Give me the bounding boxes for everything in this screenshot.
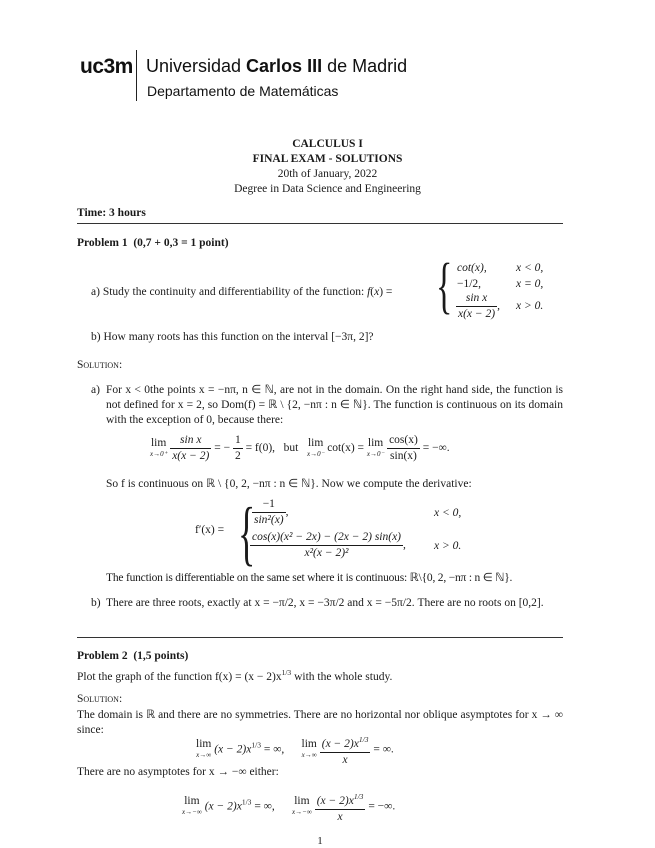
- exam-time: Time: 3 hours: [77, 207, 146, 219]
- department-name: Departamento de Matemáticas: [147, 83, 339, 99]
- deriv-c1-den: sin²(x): [254, 514, 284, 526]
- case3-fraction: $\frac{\text{sin x}}{x(x - 2)}$ ,: [458, 292, 501, 320]
- part-a-label: a): [91, 286, 100, 298]
- deriv-c1-num: −1: [252, 498, 286, 513]
- negative-infinity-statement: There are no asymptotes for x → −∞ either:: [77, 766, 279, 778]
- solution-b-text: There are three roots, exactly at x = −π/2, x = −3π/2 and x = −5π/2. There are no roots on [0,2].: [106, 597, 544, 609]
- deriv-c2-den: x²(x − 2)²: [304, 547, 349, 559]
- divider-problem2: [77, 637, 563, 638]
- case1-value: cot(x),: [457, 262, 487, 274]
- case2-cond: x = 0,: [516, 278, 544, 290]
- problem1-points: (0,7 + 0,3 = 1 point): [133, 237, 229, 249]
- lim3-num: cos(x): [387, 434, 420, 449]
- problem2-points: (1,5 points): [133, 650, 189, 662]
- lim3: lim x→0⁻: [366, 436, 385, 458]
- asymptote-eq-positive: lim x→∞ $(x - 2)x^{1/3}$ = ∞, lim x→∞ $\frac{(x - 2)x^{1/3}}{x}$ = ∞.: [196, 735, 394, 766]
- deriv-c2-num: cos(x)(x² − 2x) − (2x − 2) sin(x): [250, 531, 403, 546]
- solution-a-text: For x < 0the points x = −nπ, n ∈ ℕ, are not in the domain. On the right hand side, the function is not defined for x = 2, so Dom(f) = ℝ \ {2, −nπ : n ∈ ℕ}. The function is continuous on its domain with the exception of 0, because there:: [106, 384, 563, 426]
- derivative-brace: {: [238, 493, 256, 573]
- lim3-result: = −∞.: [422, 442, 450, 455]
- eq-minus: = −: [214, 442, 231, 455]
- part-b-text: How many roots has this function on the interval [−3π, 2]?: [103, 331, 374, 343]
- problem2-solution-label: Solution:: [77, 693, 123, 705]
- lim3-den: sin(x): [390, 450, 417, 462]
- derivative-case1-cond: x < 0,: [434, 507, 462, 519]
- exam-date: 20th of January, 2022: [277, 168, 378, 180]
- university-name: [146, 56, 407, 77]
- lim2: lim x→0⁻: [307, 436, 325, 458]
- continuous-statement: So f is continuous on ℝ \ {0, 2, −nπ : n ∈ ℕ}. Now we compute the derivative:: [106, 478, 472, 490]
- derivative-case2: $\frac{\text{cos(x)(x² − 2x) − (2x − 2) sin(x)}}{\text{x²(x − 2)²}}$ ,: [252, 531, 406, 559]
- problem1-part-b: [91, 330, 374, 345]
- problem2-heading: [77, 649, 188, 664]
- case3-num: sin x: [456, 292, 497, 307]
- problem1-solution-label: Solution:: [77, 359, 123, 371]
- course-title: CALCULUS I: [292, 138, 363, 150]
- lim1-den: x(x − 2): [172, 450, 210, 462]
- function-f-lhs: f: [367, 286, 371, 298]
- half-num: 1: [233, 434, 243, 449]
- title-block: [0, 137, 655, 197]
- degree-name: Degree in Data Science and Engineering: [234, 183, 421, 195]
- uc3m-logo: [80, 55, 133, 79]
- problem2-title: Problem 2: [77, 650, 128, 662]
- problem1-heading: [77, 236, 229, 251]
- derivative-case1: $\frac{-1}{\text{sin²(x)}}$ ,: [254, 498, 289, 526]
- logo-divider: [136, 50, 137, 101]
- page-number: 1: [317, 835, 323, 847]
- exam-title: FINAL EXAM - SOLUTIONS: [252, 153, 403, 165]
- problem1-title: Problem 1: [77, 237, 128, 249]
- part-a-text: Study the continuity and differentiability of the function:: [102, 286, 365, 298]
- case3-cond: x > 0.: [516, 300, 544, 312]
- logo-short: uc3m: [80, 55, 133, 78]
- lim1-num: sin x: [170, 434, 211, 449]
- derivative-lhs: f′(x) =: [195, 524, 225, 536]
- divider-time: [77, 223, 563, 224]
- eq-f0: = f(0),: [245, 442, 276, 455]
- piecewise-brace: {: [436, 252, 453, 320]
- solution-b-label: b): [91, 597, 101, 609]
- university-bold: Carlos III: [246, 56, 323, 76]
- derivative-case2-cond: x > 0.: [434, 540, 462, 552]
- case2-value: −1/2,: [457, 278, 482, 290]
- continuity-equation: [150, 434, 450, 463]
- domain-statement: The domain is ℝ and there are no symmetries. There are no horizontal nor oblique asymptotes for x → ∞ since:: [77, 709, 563, 736]
- university-tail: de Madrid: [322, 56, 408, 76]
- differentiable-statement: The function is differentiable on the same set where it is continuous: ℝ\{0, 2, −nπ : n ∈ ℕ}.: [106, 572, 513, 584]
- problem1-part-a: a) Study the continuity and differentiability of the function: f(x) =: [91, 286, 393, 298]
- part-b-label: b): [91, 331, 101, 343]
- problem2-statement: Plot the graph of the function $f(x) = (x - 2)x^{1/3}$ with the whole study.: [77, 668, 393, 683]
- solution-a-label: a): [91, 384, 100, 396]
- lim2-expr: cot(x) =: [327, 442, 365, 455]
- case3-den: x(x − 2): [458, 308, 496, 320]
- university-plain: Universidad: [146, 56, 247, 76]
- case1-cond: x < 0,: [516, 262, 544, 274]
- lim1: lim x→0⁺: [150, 436, 168, 458]
- asymptote-eq-negative: lim x→−∞ $(x - 2)x^{1/3}$ = ∞, lim x→−∞ $\frac{(x - 2)x^{1/3}}{x}$ = −∞.: [182, 792, 396, 823]
- but-word: but: [283, 442, 299, 455]
- half-den: 2: [234, 450, 241, 462]
